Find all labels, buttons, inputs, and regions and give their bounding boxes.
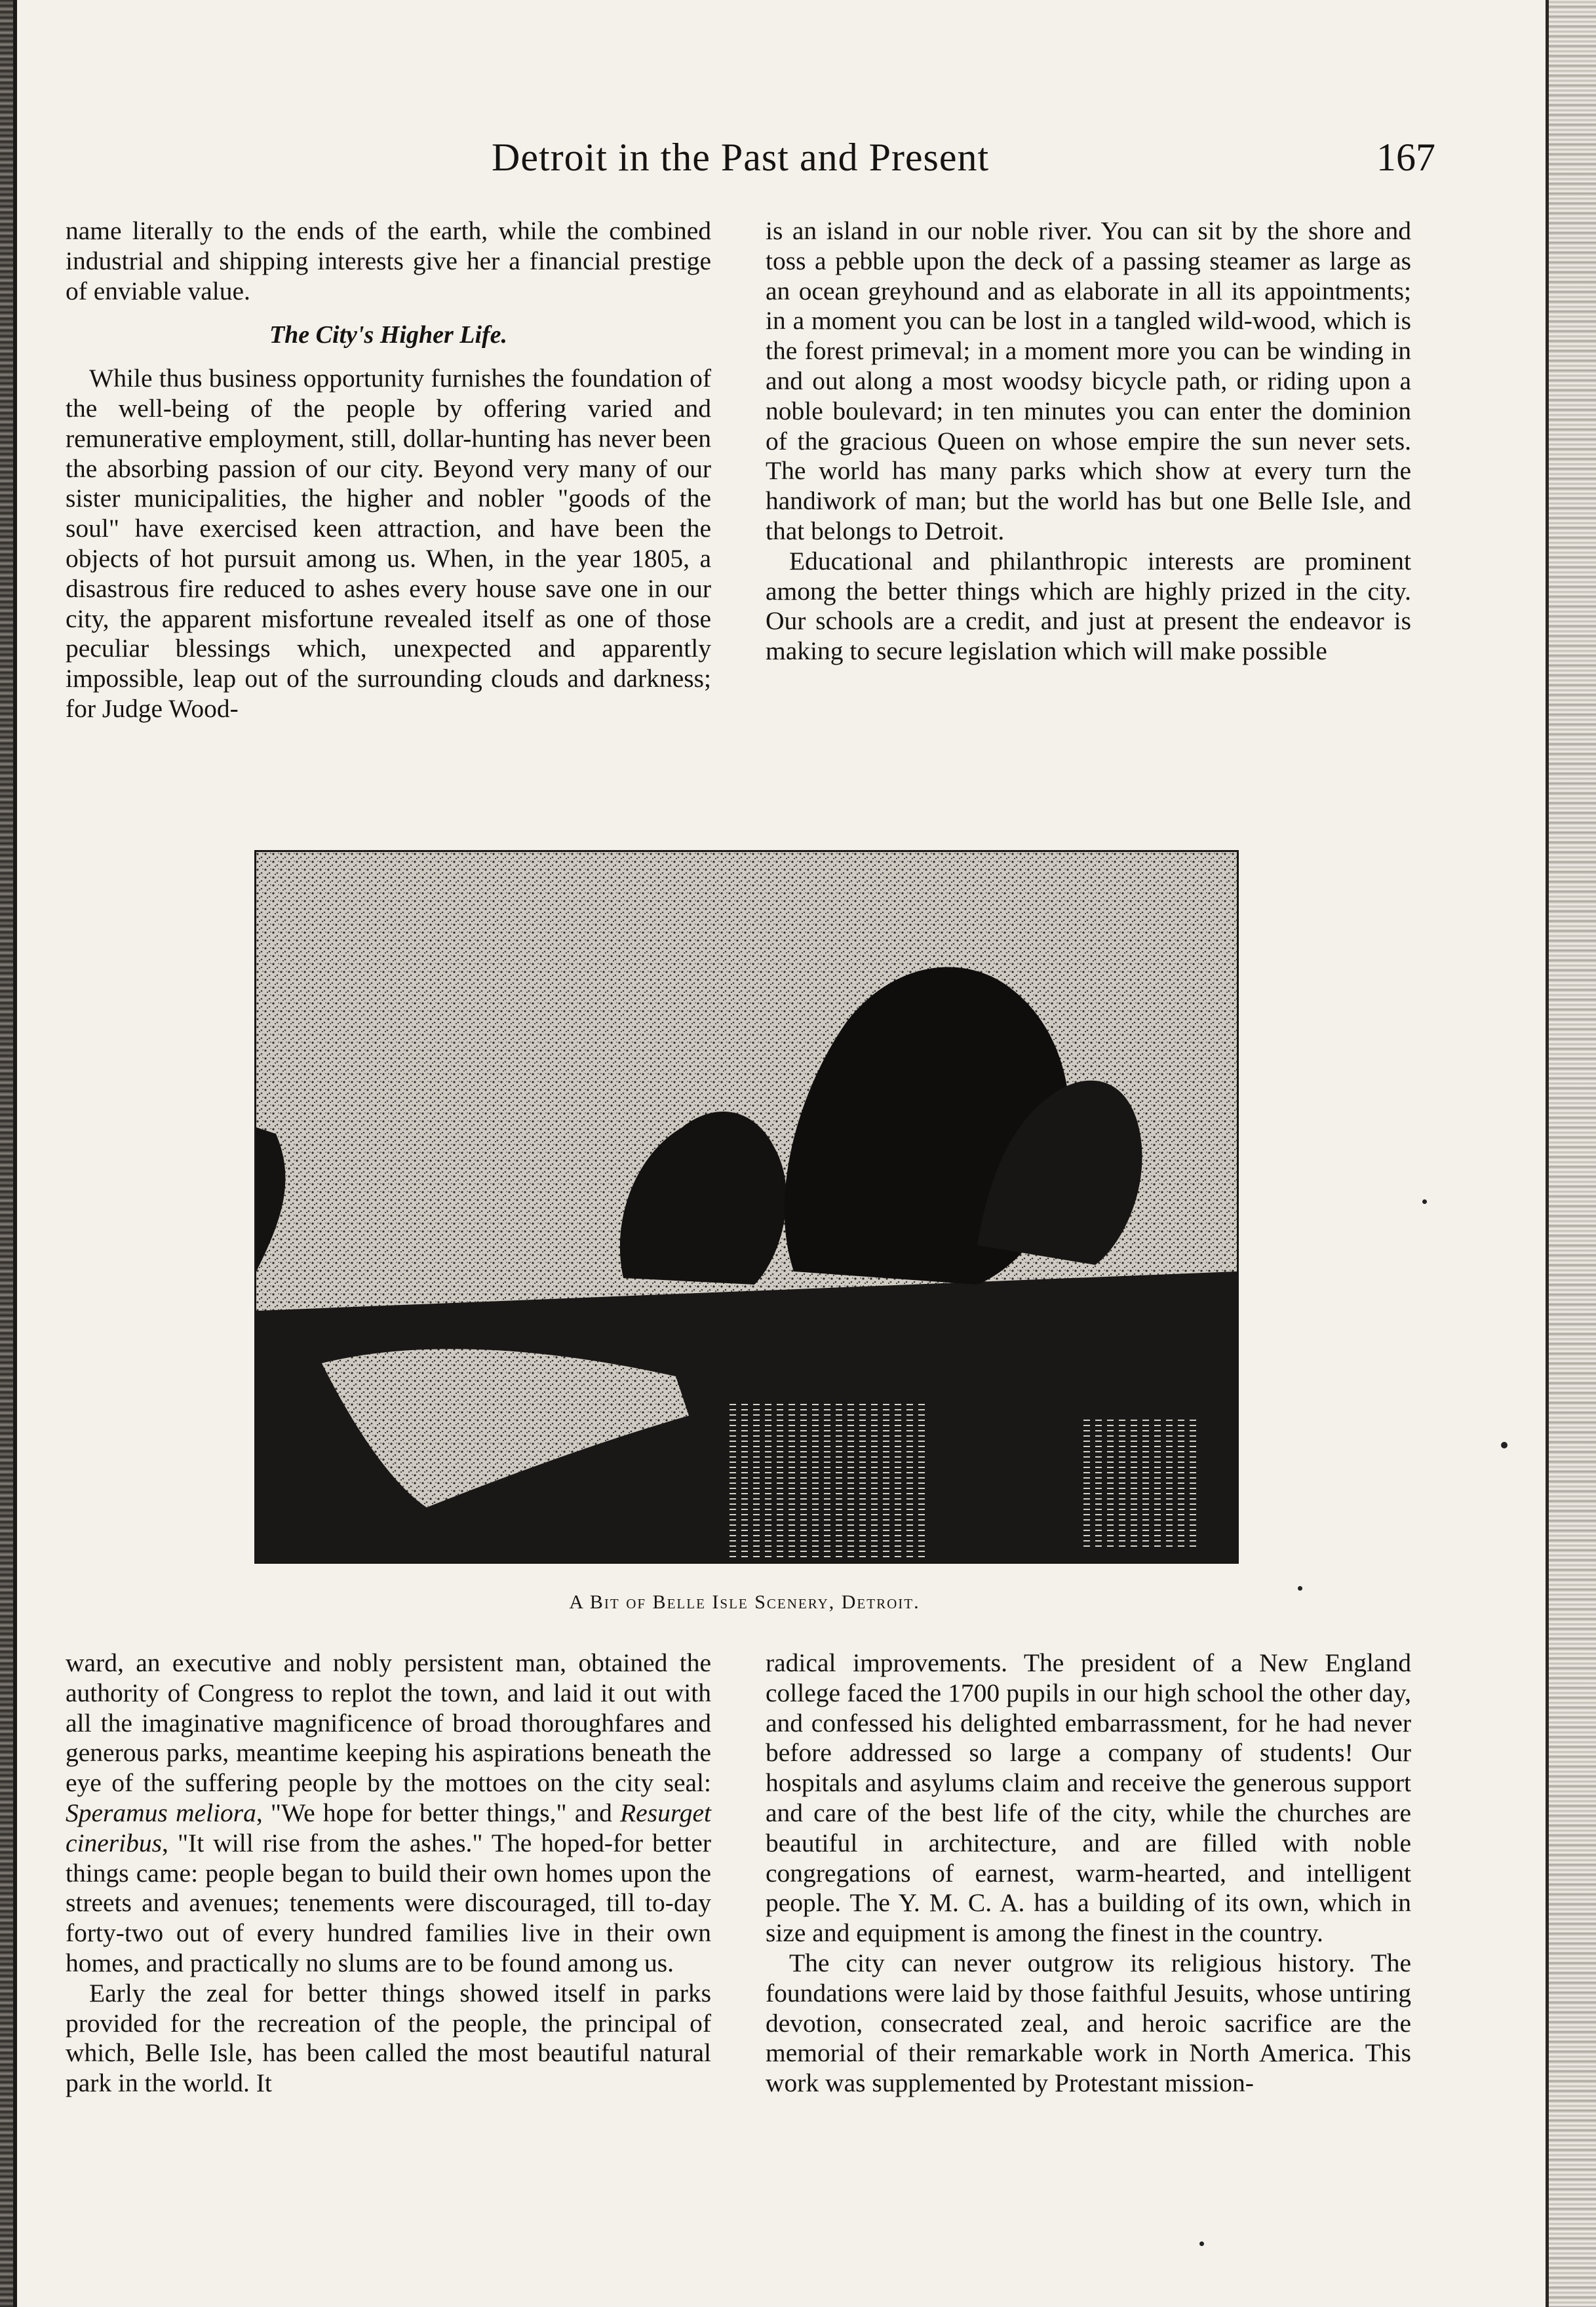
- paragraph: The city can never outgrow its religious history. The foundations were laid by those faithful Jesuits, whose untiring devotion, consecrated zeal, and heroic sacrifice are the memorial of their remarkable work in North America. This work was supplemented by Protestant mission-: [766, 1948, 1411, 2098]
- text-run: ward, an executive and nobly persistent man, obtained the authority of Congress to replot the town, and laid it out with all the imaginative magnificence of broad thoroughfares and generous parks, meantime keeping his aspirations beneath the eye of the suffering people by the mottoes on the city seal:: [66, 1648, 711, 1798]
- column-top-left: [66, 216, 711, 724]
- paragraph: Educational and philanthropic interests are prominent among the better things which are highly prized in the city. Our schools are a credit, and just at present the endeavor is making to secure legislation which will make possible: [766, 546, 1411, 666]
- latin-motto: Resurget cineribus: [66, 1798, 711, 1857]
- print-speck: [1298, 1586, 1302, 1591]
- page-number: 167: [1376, 136, 1435, 179]
- running-head: Detroit in the Past and Present: [492, 136, 990, 179]
- paragraph: Early the zeal for better things showed itself in parks provided for the recreation of the people, the principal of which, Belle Isle, has been called the most beautiful natural park in the world. It: [66, 1978, 711, 2098]
- page-edge-right-line: [1546, 0, 1549, 2307]
- print-speck: [1422, 1199, 1427, 1204]
- latin-motto: Speramus meliora: [66, 1798, 256, 1827]
- paragraph: is an island in our noble river. You can sit by the shore and toss a pebble upon the deck of a passing steamer as large as an ocean greyhound and as elaborate in all its appointments; in a moment you can be lost in a tangled wild-wood, which is the forest primeval; in a moment more you can be winding in and out along a most woodsy bicycle path, or riding upon a noble boulevard; in ten minutes you can enter the dominion of the gracious Queen on whose empire the sun never sets. The world has many parks which show at every turn the handiwork of man; but the world has but one Belle Isle, and that belongs to Detroit.: [766, 216, 1411, 545]
- page-edge-left-line: [13, 0, 17, 2307]
- section-heading: The City's Higher Life.: [269, 321, 508, 349]
- column-bottom-right: [766, 1648, 1411, 2099]
- column-top-right: [766, 216, 1411, 667]
- print-speck: [1199, 2241, 1204, 2246]
- paragraph: While thus business opportunity furnishes the foundation of the well-being of the people by offering varied and remunerative employment, still, dollar-hunting has never been the absorbing passion of our city. Beyond very many of our sister municipalities, the higher and nobler "goods of the soul" have exercised keen attraction, and have been the objects of hot pursuit among us. When, in the year 1805, a disastrous fire reduced to ashes every house save one in our city, the apparent misfortune revealed itself as one of those peculiar blessings which, unexpected and apparently impossible, leap out of the surrounding clouds and darkness; for Judge Wood-: [66, 364, 711, 723]
- figure-caption: A Bit of Belle Isle Scenery, Detroit.: [569, 1591, 920, 1613]
- page-edge-right: [1549, 0, 1596, 2307]
- belle-isle-photograph: [254, 850, 1239, 1564]
- paragraph: name literally to the ends of the earth, while the combined industrial and shipping interests give her a financial prestige of enviable value.: [66, 216, 711, 305]
- print-speck: [1501, 1442, 1508, 1448]
- paragraph: [66, 1648, 711, 1979]
- text-run: , "It will rise from the ashes." The hoped-for better things came: people began to build their own homes upon the streets and avenues; tenements were discouraged, till to-day forty-two out of every hundred families live in their own homes, and practically no slums are to be found among us.: [66, 1828, 711, 1977]
- paragraph: radical improvements. The president of a New England college faced the 1700 pupils in our high school the other day, and confessed his delighted embarrassment, for he had never before addressed so large a company of students! Our hospitals and asylums claim and receive the generous support and care of the best life of the city, while the churches are beautiful in architecture, and are filled with noble congregations of earnest, warm-hearted, and intelligent people. The Y. M. C. A. has a building of its own, which in size and equipment is among the finest in the country.: [766, 1648, 1411, 1948]
- column-bottom-left: [66, 1648, 711, 2099]
- text-run: , "We hope for better things," and: [256, 1798, 621, 1827]
- page-header: [39, 135, 1435, 194]
- page-edge-left: [0, 0, 13, 2307]
